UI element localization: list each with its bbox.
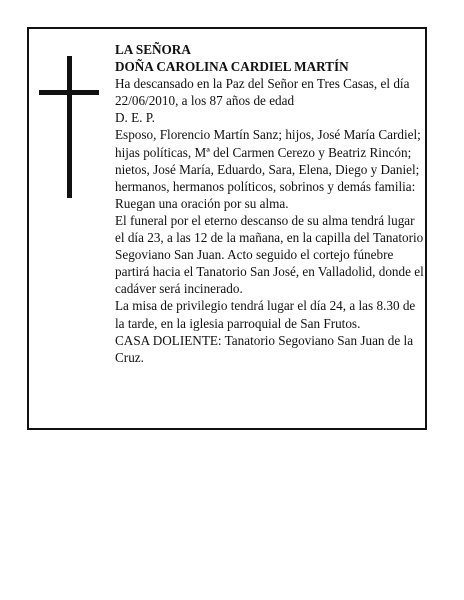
deceased-name: DOÑA CAROLINA CARDIEL MARTÍN (115, 59, 349, 75)
prayer-request: Ruegan una oración por su alma. (115, 195, 289, 211)
cross-horizontal-bar (39, 90, 99, 95)
notice-heading-title: LA SEÑORA (115, 42, 191, 57)
family-list: Esposo, Florencio Martín Sanz; hijos, José María Cardiel; hijas políticas, Mª del Carmen Cerezo y Beatriz Rincón; nietos, José María, Eduardo, Sara, Elena, Diego y Daniel; hermanos, hermanos políticos, sobrinos y demás familia: (115, 127, 421, 194)
latin-cross-icon (39, 56, 99, 198)
cross-vertical-bar (67, 56, 72, 198)
death-announcement: Ha descansado en la Paz del Señor en Tres Casas, el día 22/06/2010, a los 87 años de edad (115, 76, 410, 109)
funeral-details: El funeral por el eterno descanso de su alma tendrá lugar el día 23, a las 12 de la mañana, en la capilla del Tanatorio Segoviano San Juan. Acto seguido el cortejo fúnebre partirá hacia el Tanatorio San José, en Valladolid, donde el cadáver será incinerado. (115, 212, 424, 297)
obituary-notice (27, 27, 427, 430)
mourning-house: CASA DOLIENTE: Tanatorio Segoviano San Juan de la Cruz. (115, 332, 414, 365)
mass-details: La misa de privilegio tendrá lugar el día 24, a las 8.30 de la tarde, en la iglesia parroquial de San Frutos. (115, 298, 416, 331)
notice-text (115, 41, 427, 366)
rip-line: D. E. P. (115, 110, 155, 126)
